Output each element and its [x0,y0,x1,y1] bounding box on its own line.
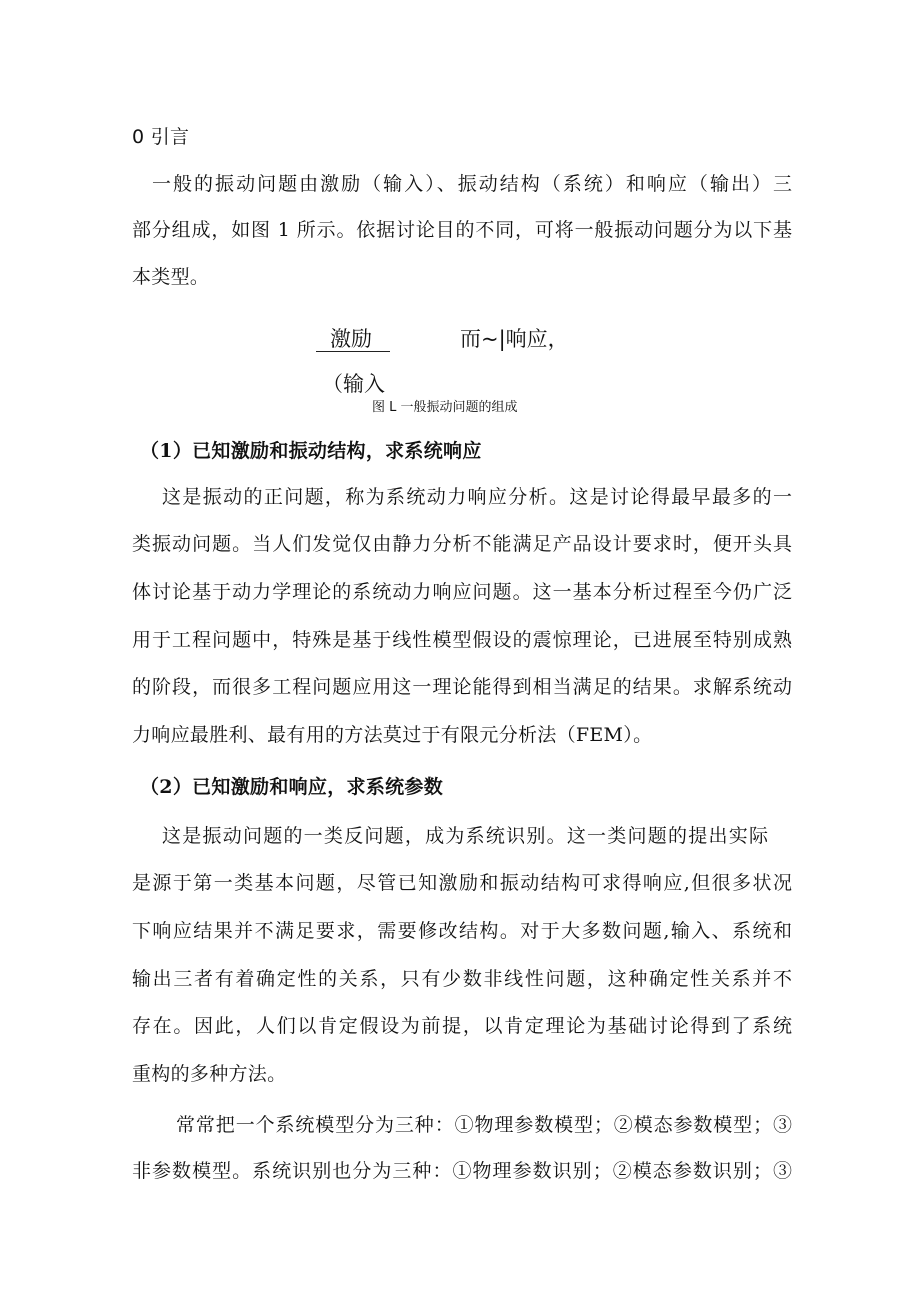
subsection-1-line-2: 类振动问题。当人们发觉仅由静力分析不能满足产品设计要求时，便开头具 [132,533,792,555]
paragraph-3-line-2: 非参数模型。系统识别也分为三种：①物理参数识别；②模态参数识别；③ [132,1160,792,1182]
intro-line-1: 一般的振动问题由激励（输入）、振动结构（系统）和响应（输出）三 [152,173,792,195]
subsection-1-line-6: 力响应最胜利、最有用的方法莫过于有限元分析法（FEM）。 [132,724,653,746]
subsection-1-heading: （1）已知激励和振动结构，求系统响应 [140,440,482,462]
figure-excitation-label: 激励 [330,327,372,351]
subsection-2-line-6: 重构的多种方法。 [132,1063,287,1085]
subsection-1-line-5: 的阶段，而很多工程问题应用这一理论能得到相当满足的结果。求解系统动 [132,676,792,698]
figure-system-response-label: 而~|响应， [460,327,569,351]
subsection-1-line-1: 这是振动的正问题，称为系统动力响应分析。这是讨论得最早最多的一 [162,486,792,508]
subsection-1-line-3: 体讨论基于动力学理论的系统动力响应问题。这一基本分析过程至今仍广泛 [132,581,792,603]
figure-caption: 图 L 一般振动问题的组成 [372,400,518,415]
paragraph-3-line-1: 常常把一个系统模型分为三种：①物理参数模型；②模态参数模型；③ [176,1114,792,1136]
figure-excitation-underline [316,351,390,352]
subsection-2-line-2: 是源于第一类基本问题，尽管已知激励和振动结构可求得响应,但很多状况 [132,872,792,894]
figure-input-label: （输入 [322,372,385,396]
subsection-2-line-4: 输出三者有着确定性的关系，只有少数非线性问题，这种确定性关系并不 [132,968,792,990]
subsection-2-heading: （2）已知激励和响应，求系统参数 [140,776,444,798]
intro-line-3: 本类型。 [132,266,210,288]
subsection-1-line-4: 用于工程问题中，特殊是基于线性模型假设的震惊理论，已进展至特别成熟 [132,629,792,651]
subsection-2-line-5: 存在。因此，人们以肯定假设为前提，以肯定理论为基础讨论得到了系统 [132,1015,792,1037]
intro-line-2: 部分组成，如图 1 所示。依据讨论目的不同，可将一般振动问题分为以下基 [132,219,792,241]
subsection-2-line-1: 这是振动问题的一类反问题，成为系统识别。这一类问题的提出实际 [162,825,768,847]
section-title: 0 引言 [132,126,190,148]
subsection-2-line-3: 下响应结果并不满足要求，需要修改结构。对于大多数问题,输入、系统和 [132,920,792,942]
